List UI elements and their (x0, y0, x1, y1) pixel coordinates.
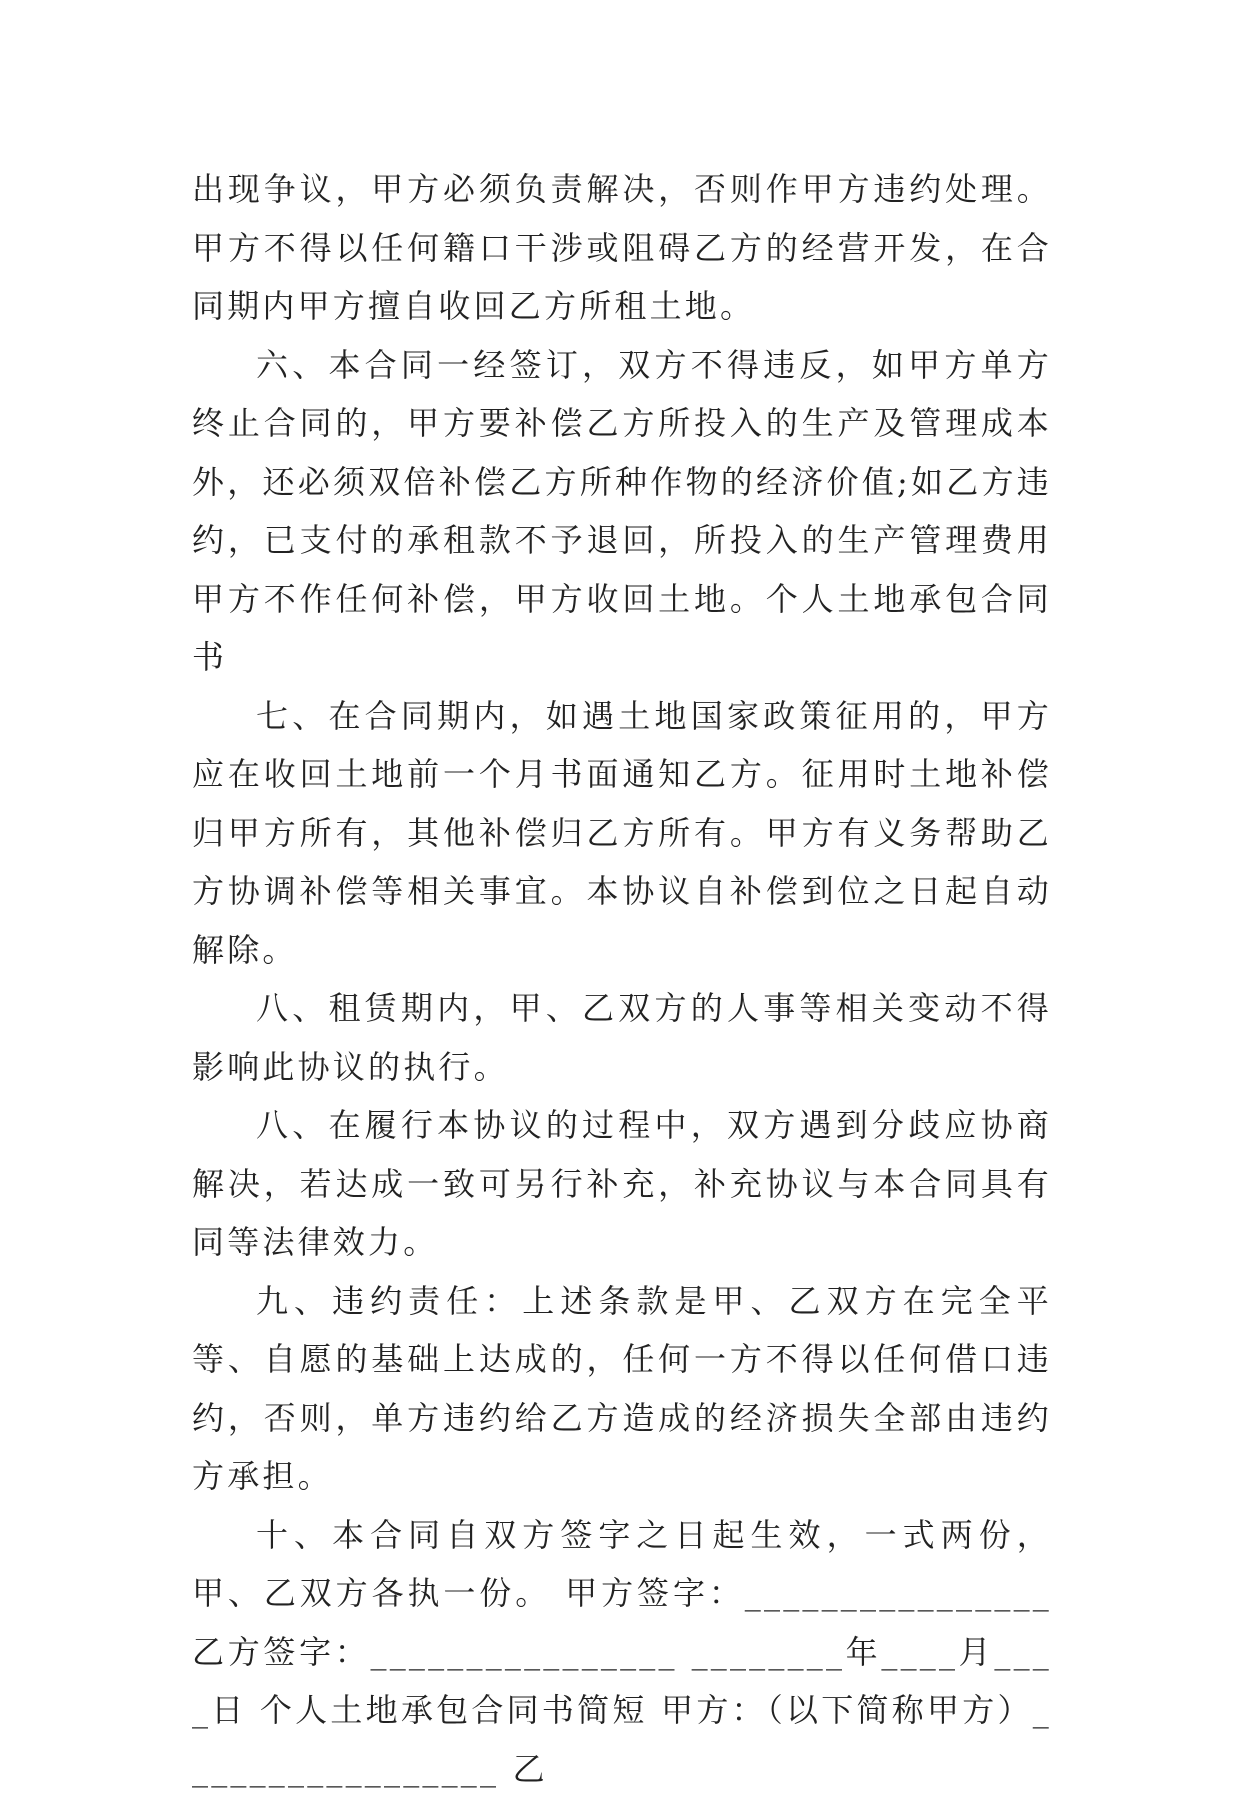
paragraph-continuation: 出现争议，甲方必须负责解决，否则作甲方违约处理。甲方不得以任何籍口干涉或阻碍乙方的经营开发，在合同期内甲方擅自收回乙方所租土地。 (192, 160, 1052, 336)
clause-six: 六、本合同一经签订，双方不得违反，如甲方单方终止合同的，甲方要补偿乙方所投入的生产及管理成本外，还必须双倍补偿乙方所种作物的经济价值;如乙方违约，已支付的承租款不予退回，所投入的生产管理费用甲方不作任何补偿，甲方收回土地。个人土地承包合同书 (192, 336, 1052, 687)
clause-ten-signatures: 十、本合同自双方签字之日起生效，一式两份，甲、乙双方各执一份。 甲方签字：________________ 乙方签字：________________ ________年____月____日 个人土地承包合同书简短 甲方：（以下简称甲方）_________________ 乙 (192, 1506, 1052, 1798)
clause-seven: 七、在合同期内，如遇土地国家政策征用的，甲方应在收回土地前一个月书面通知乙方。征用时土地补偿归甲方所有，其他补偿归乙方所有。甲方有义务帮助乙方协调补偿等相关事宜。本协议自补偿到位之日起自动解除。 (192, 687, 1052, 980)
clause-eight-dispute: 八、在履行本协议的过程中，双方遇到分歧应协商解决，若达成一致可另行补充，补充协议与本合同具有同等法律效力。 (192, 1096, 1052, 1272)
clause-eight-lease: 八、租赁期内，甲、乙双方的人事等相关变动不得影响此协议的执行。 (192, 979, 1052, 1096)
document-page (192, 160, 1052, 1798)
clause-nine-liability: 九、违约责任：上述条款是甲、乙双方在完全平等、自愿的基础上达成的，任何一方不得以任何借口违约，否则，单方违约给乙方造成的经济损失全部由违约方承担。 (192, 1272, 1052, 1506)
